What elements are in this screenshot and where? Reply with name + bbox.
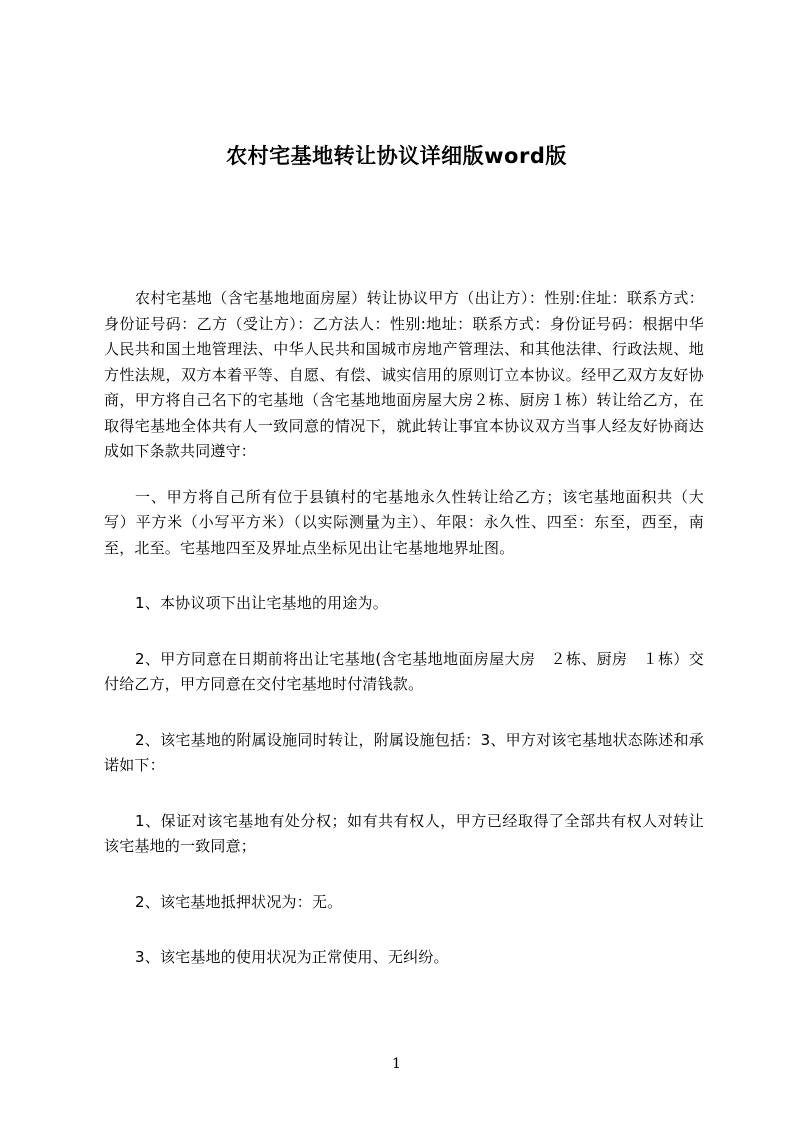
paragraph-facilities: 2、该宅基地的附属设施同时转让，附属设施包括：3、甲方对该宅基地状态陈述和承诺如下：	[104, 730, 704, 774]
page-number: 1	[392, 1056, 401, 1072]
paragraph-clause-1: 一、甲方将自己所有位于县镇村的宅基地永久性转让给乙方；该宅基地面积共（大写）平方米（小写平方米）（以实际测量为主）、年限：永久性、四至：东至，西至，南至，北至。宅基地四至及界址点坐标见出让宅基地地界址图。	[104, 487, 704, 557]
document-body	[104, 286, 704, 971]
paragraph-usage: 1、本协议项下出让宅基地的用途为。	[135, 594, 388, 612]
paragraph-usage-status: 3、该宅基地的使用状况为正常使用、无纠纷。	[135, 948, 449, 966]
paragraph-delivery: 2、甲方同意在日期前将出让宅基地(含宅基地地面房屋大房 ２栋、厨房 １栋）交付给乙方，甲方同意在交付宅基地时付清钱款。	[104, 649, 704, 693]
document-title: 农村宅基地转让协议详细版word版	[226, 144, 567, 168]
paragraph-disposal-right: 1、保证对该宅基地有处分权；如有共有权人，甲方已经取得了全部共有权人对转让该宅基地的一致同意；	[104, 811, 704, 855]
paragraph-mortgage-status: 2、该宅基地抵押状况为：无。	[135, 892, 343, 911]
paragraph-preamble: 农村宅基地（含宅基地地面房屋）转让协议甲方（出让方）：性别:住址：联系方式：身份证号码：乙方（受让方）：乙方法人：性别:地址：联系方式：身份证号码：根据中华人民共和国土地管理法、中华人民共和国城市房地产管理法、和其他法律、行政法规、地方性法规，双方本着平等、自愿、有偿、诚实信用的原则订立本协议。经甲乙双方友好协商，甲方将自己名下的宅基地（含宅基地地面房屋大房２栋、厨房１栋）转让给乙方，在取得宅基地全体共有人一致同意的情况下，就此转让事宜本协议双方当事人经友好协商达成如下条款共同遵守：	[104, 289, 704, 460]
